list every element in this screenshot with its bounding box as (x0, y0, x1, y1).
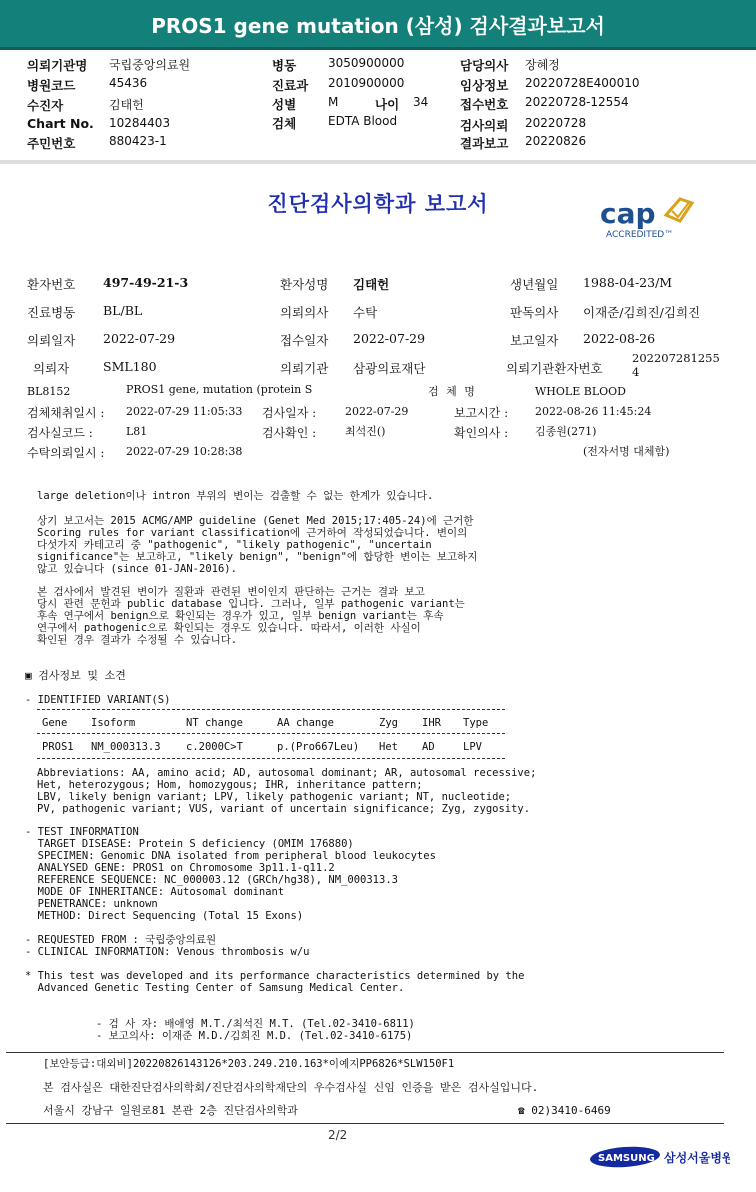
age-value: 34 (413, 95, 429, 109)
test-info-line: MODE OF INHERITANCE: Autosomal dominant (25, 886, 285, 898)
row-value: 2022-07-29 11:05:33 (126, 405, 243, 418)
field-value: 삼광의료재단 (353, 361, 426, 376)
table-header: AA change (277, 717, 334, 729)
patient-label: 검사의뢰 (460, 118, 509, 133)
field-value: 수탁 (353, 305, 378, 320)
abbrev-line: LBV, likely benign variant; LPV, likely pathogenic variant; NT, nucleotide; (37, 791, 512, 803)
patient-value: 20220728 (525, 116, 587, 130)
test-info-line: SPECIMEN: Genomic DNA isolated from peripheral blood leukocytes (25, 850, 436, 862)
patient-value: 45436 (109, 76, 148, 90)
field-value: 2022-08-26 (583, 331, 656, 346)
patient-label: 임상정보 (460, 78, 509, 93)
table-header: IHR (422, 717, 441, 729)
table-cell: NM_000313.3 (91, 741, 161, 753)
row-value: L81 (126, 425, 148, 438)
test-info-line: TARGET DISEASE: Protein S deficiency (OMIM 176880) (25, 838, 354, 850)
patient-value: M (328, 95, 339, 109)
row-value: 2022-07-29 (345, 405, 409, 418)
patient-value: 장혜정 (525, 58, 560, 72)
row-value: 최석진() (345, 425, 386, 438)
test-info-line: - TEST INFORMATION (25, 826, 139, 838)
patient-value: 국립중앙의료원 (109, 58, 191, 72)
row-label: 검사확인 : (262, 426, 317, 440)
table-cell: Het (379, 741, 398, 753)
field-value: 4 (632, 365, 640, 379)
patient-label: 주민번호 (27, 136, 76, 151)
para-line: 후속 연구에서 benign으로 확인되는 경우가 있고, 일부 benign variant는 후속 (37, 610, 444, 622)
patient-value: 2010900000 (328, 76, 405, 90)
patient-value: 20220826 (525, 134, 587, 148)
patient-value: 3050900000 (328, 56, 405, 70)
phone-line: ☎ 02)3410-6469 (518, 1104, 611, 1117)
row-value: 2022-08-26 11:45:24 (535, 405, 652, 418)
table-cell: PROS1 (42, 741, 74, 753)
age-label: 나이 (375, 97, 400, 112)
field-value: 김태헌 (353, 277, 390, 292)
field-label: 환자성명 (280, 277, 329, 292)
table-header: Isoform (91, 717, 136, 729)
field-label: 보고일자 (510, 333, 559, 348)
logo-name: 삼성서울병원 (664, 1151, 730, 1165)
para-line: Scoring rules for variant classification에 근거하여 작성되었습니다. 변이의 (37, 527, 468, 539)
field-label: 접수일자 (280, 333, 329, 348)
specimen-value: WHOLE BLOOD (535, 385, 626, 398)
test-name: PROS1 gene, mutation (protein S (126, 383, 313, 396)
test-info-line: REFERENCE SEQUENCE: NC_000003.12 (GRCh/hg38), NM_000313.3 (25, 874, 398, 886)
specimen-label: 검 체 명 (428, 385, 477, 398)
section-title: ▣ 검사정보 및 소견 (25, 669, 126, 682)
field-value: 2022-07-29 (103, 331, 176, 346)
patient-label: 성별 (272, 97, 297, 112)
para-line: 확인된 경우 결과가 수정될 수 있습니다. (37, 634, 238, 646)
table-cell: AD (422, 741, 435, 753)
patient-label: 의뢰기관명 (27, 58, 88, 73)
developed-line: * This test was developed and its performance characteristics determined by the (25, 970, 525, 982)
field-label: 의뢰자 (33, 361, 70, 376)
para-line: 당시 관련 문헌과 public database 입니다. 그러나, 일부 pathogenic variant는 (37, 598, 465, 610)
patient-label: 병동 (272, 58, 297, 73)
cap-logo-text: cap (600, 197, 656, 230)
abbrev-line: PV, pathogenic variant; VUS, variant of uncertain significance; Zyg, zygosity. (37, 803, 531, 815)
report-header (0, 0, 756, 50)
row-label: 확인의사 : (454, 426, 509, 440)
table-header: Gene (42, 717, 68, 729)
field-value: 1988-04-23/M (583, 275, 673, 290)
para-line: significance"는 보고하고, "likely benign", "benign"에 합당한 변이는 보고하지 (37, 551, 478, 563)
field-label: 의뢰기관환자번호 (506, 361, 603, 376)
developed-line: Advanced Genetic Testing Center of Samsung Medical Center. (25, 982, 405, 994)
field-value: 497-49-21-3 (103, 275, 189, 290)
row-label: 검사실코드 : (27, 426, 93, 440)
section-divider (0, 160, 756, 164)
requested-line: - CLINICAL INFORMATION: Venous thrombosis w/u (25, 946, 310, 958)
patient-label: 진료과 (272, 78, 309, 93)
para-line: 다섯가지 카테고리 중 "pathogenic", "likely pathogenic", "uncertain (37, 539, 432, 551)
test-info-line: METHOD: Direct Sequencing (Total 15 Exons) (25, 910, 304, 922)
patient-label: 접수번호 (460, 97, 509, 112)
row-label: 보고시간 : (454, 406, 509, 420)
table-cell: c.2000C>T (186, 741, 243, 753)
para-line: 않고 있습니다 (since 01-JAN-2016). (37, 563, 237, 575)
cap-logo-sub: ACCREDITED™ (606, 230, 674, 240)
field-value: SML180 (103, 359, 157, 374)
table-header: Zyg (379, 717, 398, 729)
e-signature-note: (전자서명 대체함) (583, 445, 670, 458)
patient-value: 10284403 (109, 116, 171, 130)
patient-label: 검체 (272, 116, 297, 131)
report-title: PROS1 gene mutation (삼성) 검사결과보고서 (151, 14, 605, 38)
patient-value: 20220728-12554 (525, 95, 629, 109)
page-number: 2/2 (328, 1128, 348, 1142)
samsung-hospital-logo (590, 1143, 730, 1175)
address-line: 서울시 강남구 일원로81 본관 2층 진단검사의학과 (43, 1104, 298, 1117)
para-line: large deletion이나 intron 부위의 변이는 검출할 수 없는 한계가 있습니다. (37, 490, 434, 502)
row-label: 검사일자 : (262, 406, 317, 420)
patient-label: 병원코드 (27, 78, 76, 93)
signer-line: - 보고의사: 이재준 M.D./김희진 M.D. (Tel.02-3410-6175) (96, 1030, 413, 1042)
patient-label: Chart No. (27, 116, 94, 131)
abbrev-line: Abbreviations: AA, amino acid; AD, autosomal dominant; AR, autosomal recessive; (37, 767, 537, 779)
row-value: 2022-07-29 10:28:38 (126, 445, 243, 458)
field-label: 생년월일 (510, 277, 559, 292)
cap-accredited-logo (596, 193, 700, 241)
patient-value: 880423-1 (109, 134, 167, 148)
test-info-line: ANALYSED GENE: PROS1 on Chromosome 3p11.1-q11.2 (25, 862, 335, 874)
report-subtitle: 진단검사의학과 보고서 (267, 191, 489, 216)
security-line: [보안등급:대외비]20220826143126*203.249.210.163*이예지PP6826*SLW150F1 (43, 1058, 455, 1070)
para-line: 연구에서 pathogenic으로 확인되는 경우도 있습니다. 따라서, 이러한 사실이 (37, 622, 421, 634)
patient-label: 수진자 (27, 98, 64, 113)
signer-line: - 검 사 자: 배애영 M.T./최석진 M.T. (Tel.02-3410-6811) (96, 1018, 415, 1030)
field-label: 의뢰의사 (280, 305, 329, 320)
patient-value: 김태헌 (109, 98, 144, 112)
test-info-line: PENETRANCE: unknown (25, 898, 158, 910)
row-label: 검체채취일시 : (27, 406, 105, 420)
row-value: 김종원(271) (535, 425, 597, 438)
table-rule (37, 758, 505, 759)
field-value: 이재준/김희진/김희진 (583, 305, 701, 320)
footer-rule (6, 1123, 724, 1124)
row-label: 수탁의뢰일시 : (27, 446, 105, 460)
field-label: 진료병동 (27, 305, 76, 320)
field-value: 2022-07-29 (353, 331, 426, 346)
footer-rule (6, 1052, 724, 1053)
table-cell: p.(Pro667Leu) (277, 741, 360, 753)
patient-value: EDTA Blood (328, 114, 398, 128)
patient-label: 담당의사 (460, 58, 509, 73)
table-rule (37, 733, 505, 734)
logo-brand: SAMSUNG (598, 1153, 655, 1164)
variants-title: - IDENTIFIED VARIANT(S) (25, 694, 171, 706)
para-line: 본 검사에서 발견된 변이가 질환과 관련된 변이인지 판단하는 근거는 결과 보고 (37, 586, 425, 598)
patient-value: 20220728E400010 (525, 76, 640, 90)
field-label: 의뢰기관 (280, 361, 329, 376)
test-code: BL8152 (27, 385, 71, 398)
field-value: 202207281255 (632, 351, 720, 365)
abbrev-line: Het, heterozygous; Hom, homozygous; IHR, inheritance pattern; (37, 779, 423, 791)
table-rule (37, 709, 505, 710)
para-line: 상기 보고서는 2015 ACMG/AMP guideline (Genet Med 2015;17:405-24)에 근거한 (37, 515, 474, 527)
field-label: 환자번호 (27, 277, 76, 292)
table-cell: LPV (463, 741, 482, 753)
table-header: Type (463, 717, 489, 729)
requested-line: - REQUESTED FROM : 국립중앙의료원 (25, 934, 217, 946)
field-label: 판독의사 (510, 305, 559, 320)
field-value: BL/BL (103, 303, 143, 318)
certified-line: 본 검사실은 대한진단검사의학회/진단검사의학재단의 우수검사실 신임 인증을 받은 검사실입니다. (43, 1081, 539, 1094)
table-header: NT change (186, 717, 243, 729)
field-label: 의뢰일자 (27, 333, 76, 348)
patient-label: 결과보고 (460, 136, 509, 151)
